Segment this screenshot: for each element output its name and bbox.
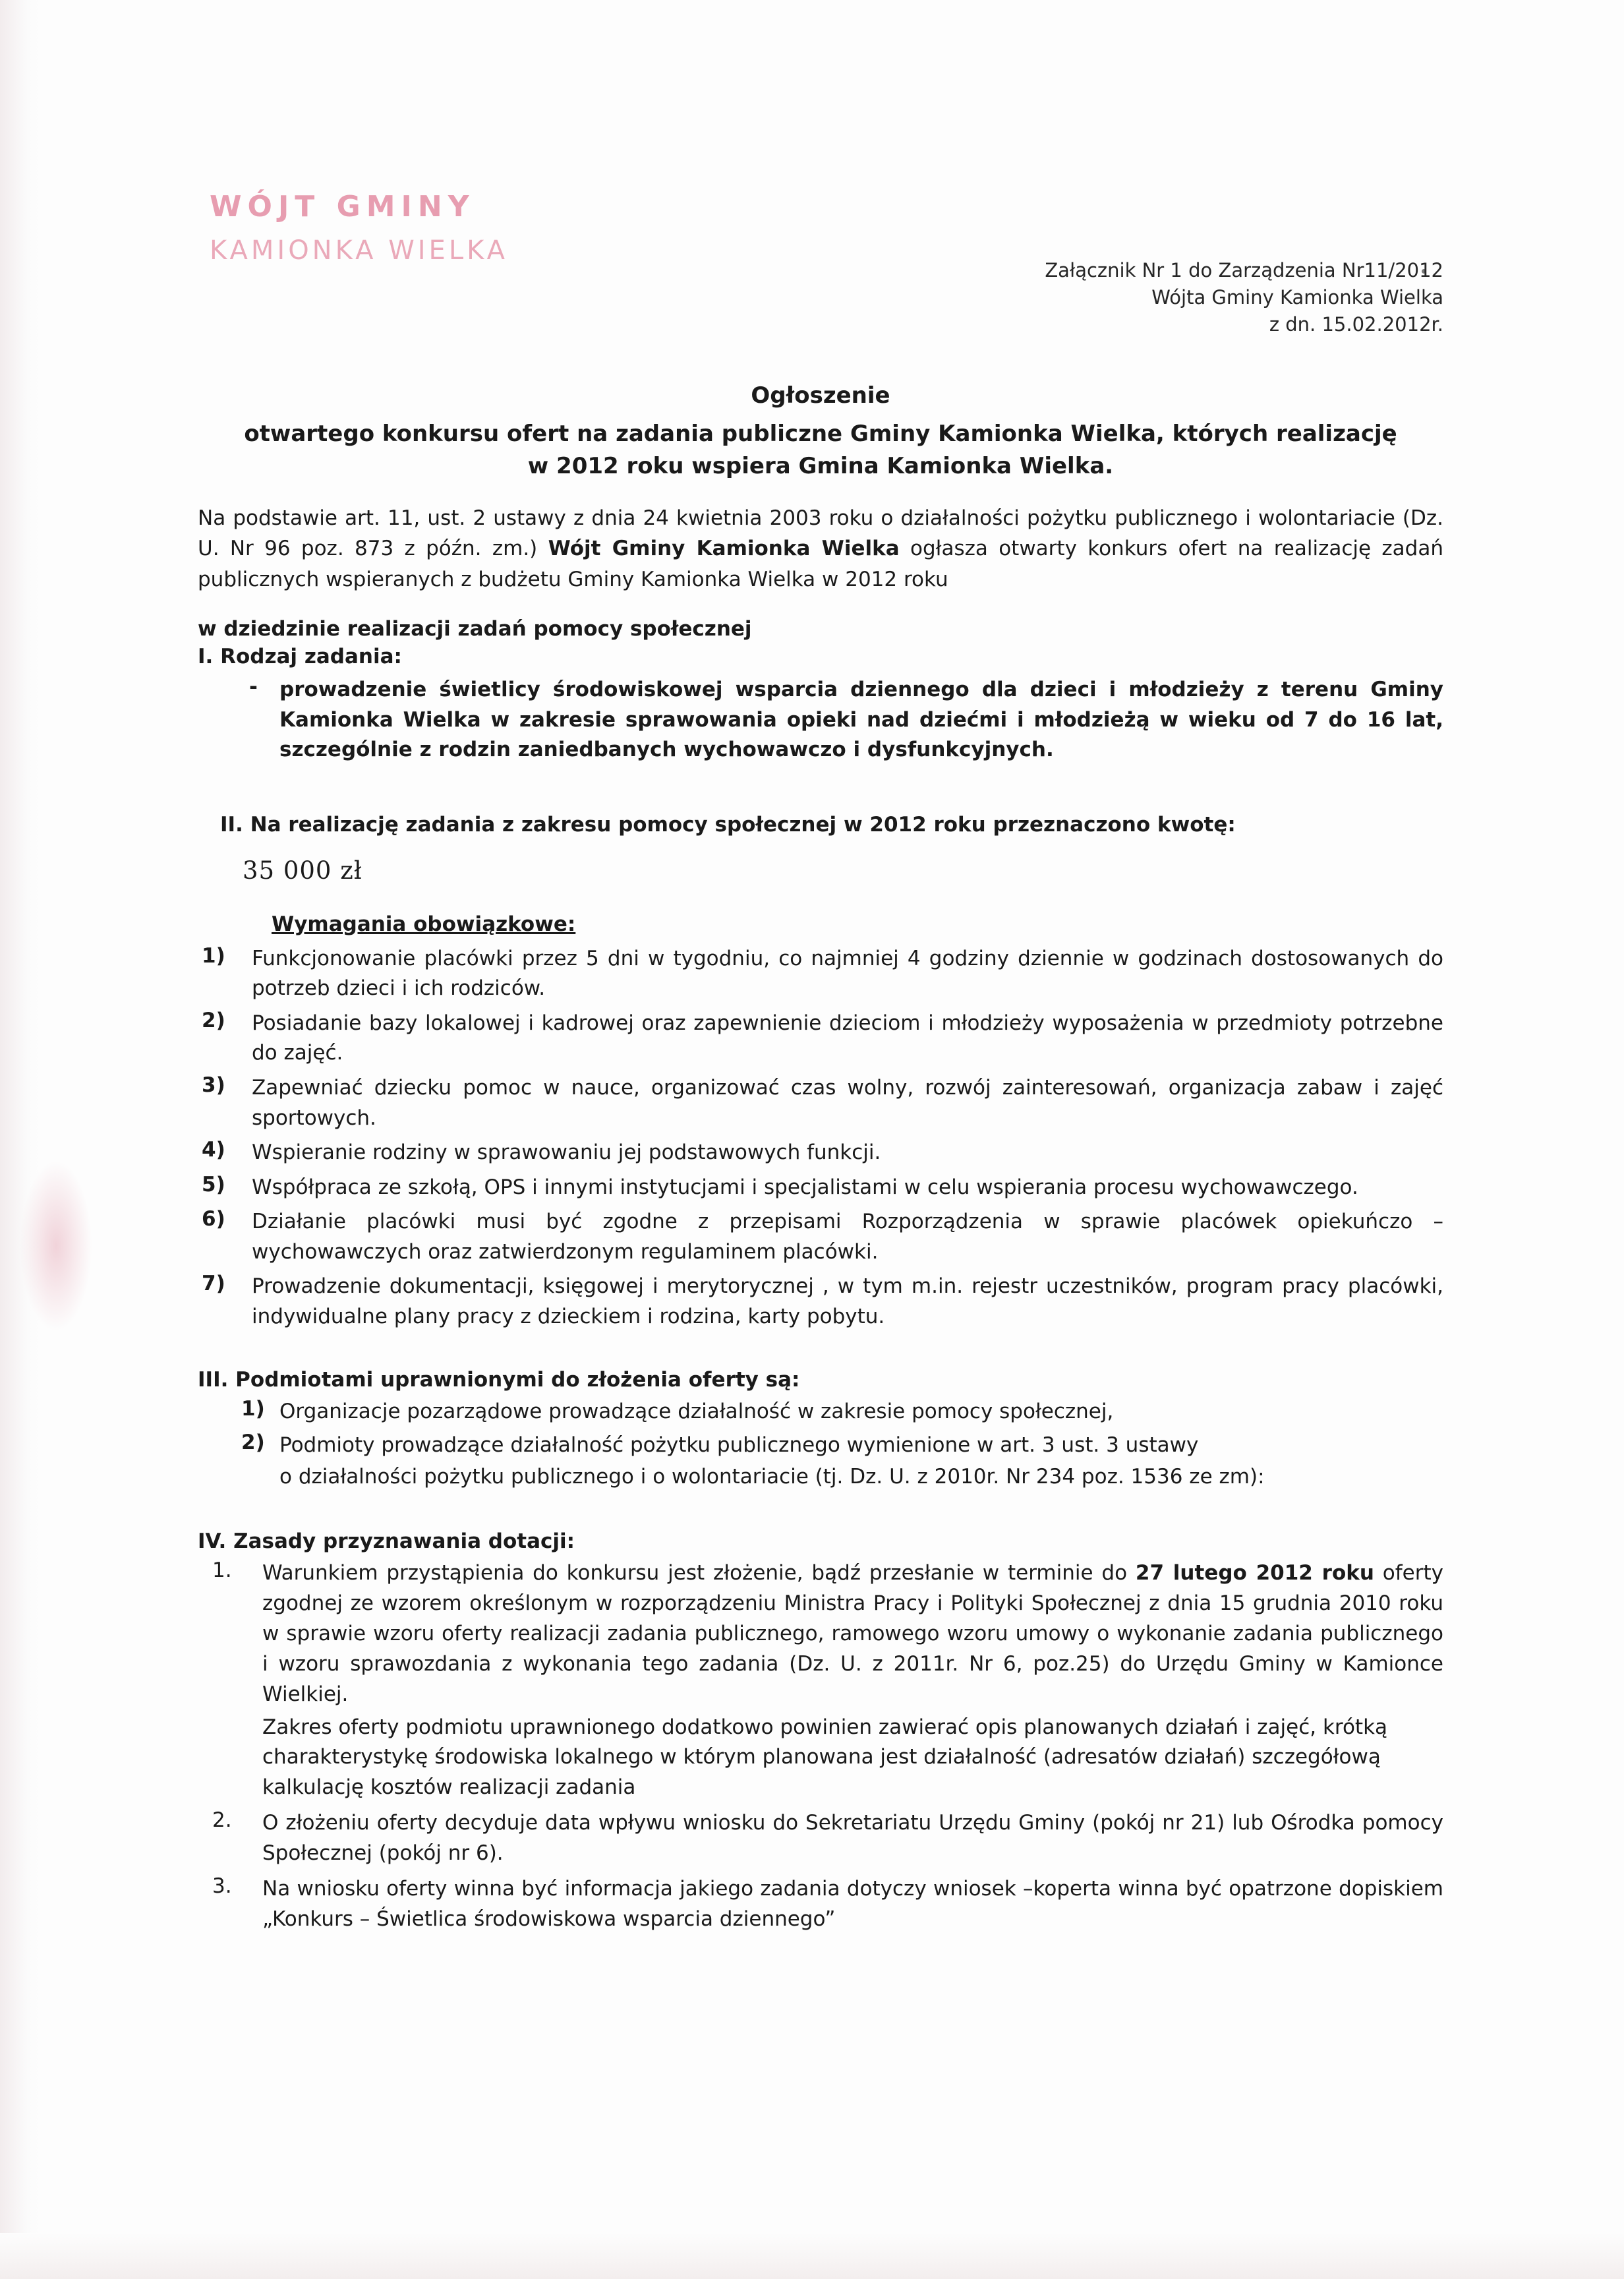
section-iv-list xyxy=(198,1558,1443,1935)
list-marker: 4) xyxy=(202,1138,225,1162)
list-item xyxy=(198,1272,1443,1332)
scan-smudge xyxy=(20,1160,92,1332)
list-marker: 7) xyxy=(202,1272,225,1296)
list-text: Współpraca ze szkołą, OPS i innymi instytucjami i specjalistami w celu wspierania procesu wychowawczego. xyxy=(252,1175,1358,1199)
section-iii-list xyxy=(198,1397,1443,1462)
list-marker: 1) xyxy=(241,1396,265,1421)
list-text: Na wniosku oferty winna być informacja jakiego zadania dotyczy wniosek –koperta winna być opatrzone dopiskiem „Konkurs – Świetlica środowiskowa wsparcia dziennego” xyxy=(262,1876,1443,1931)
list-marker: 5) xyxy=(202,1172,225,1197)
list-text: Posiadanie bazy lokalowej i kadrowej oraz zapewnienie dzieciom i młodzieży wyposażenia w przedmioty potrzebne do zajęć. xyxy=(252,1011,1443,1065)
item-text-bold: 27 lutego 2012 roku xyxy=(1135,1561,1374,1585)
list-item xyxy=(241,1431,1443,1461)
list-text xyxy=(262,1558,1443,1803)
list-marker: 2) xyxy=(202,1008,225,1032)
intro-paragraph xyxy=(198,503,1443,595)
item-text-before: Warunkiem przystąpienia do konkursu jest złożenie, bądź przesłanie w terminie do xyxy=(262,1561,1136,1585)
requirements-list xyxy=(198,944,1443,1332)
item-continuation: Zakres oferty podmiotu uprawnionego dodatkowo powinien zawierać opis planowanych działań i zajęć, krótką charakterystykę środowiska lokalnego w którym planowana jest działalność (adresatów działań) szczegółową kalkulację kosztów realizacji zadania xyxy=(262,1715,1388,1800)
list-marker: 3. xyxy=(212,1874,232,1898)
stamp-line-2: KAMIONKA WIELKA xyxy=(210,235,509,266)
field-heading: w dziedzinie realizacji zadań pomocy społecznej xyxy=(198,617,752,641)
section-iii-heading: III. Podmiotami uprawnionymi do złożenia oferty są: xyxy=(198,1367,800,1392)
scan-edge-shading-left xyxy=(0,0,40,2279)
intro-part-1: Na podstawie art. 11, ust. 2 ustawy z dnia 24 kwietnia 2003 roku o działalności pożytku publicznego i wolontariacie (Dz. U. Nr 96 poz. 873 z późn. zm.) xyxy=(198,506,1443,561)
list-text: Organizacje pozarządowe prowadzące działalność w zakresie pomocy społecznej, xyxy=(279,1399,1114,1423)
list-text: Działanie placówki musi być zgodne z przepisami Rozporządzenia w sprawie placówek opiekuńczo – wychowawczych oraz zatwierdzonym regulaminem placówki. xyxy=(252,1210,1443,1264)
doc-ref-line-1: Załącznik Nr 1 do Zarządzenia Nr11/2012 xyxy=(1045,259,1443,281)
doc-ref-line-2: Wójta Gminy Kamionka Wielka xyxy=(1151,286,1443,309)
intro-bold-1: Wójt Gminy Kamionka Wielka xyxy=(548,537,900,561)
section-ii-amount: 35 000 zł xyxy=(243,856,362,885)
list-marker: 3) xyxy=(202,1073,225,1098)
doc-ref-line-3: z dn. 15.02.2012r. xyxy=(1269,313,1443,336)
dash-marker: - xyxy=(249,675,258,699)
list-item xyxy=(198,1874,1443,1935)
list-item xyxy=(198,1808,1443,1869)
intro-part-2: ogłasza otwarty konkurs ofert na realizację zadań publicznych wspieranych z budżetu Gminy Kamionka Wielka w 2012 roku xyxy=(198,537,1443,591)
page-subtitle: otwartego konkursu ofert na zadania publiczne Gminy Kamionka Wielka, których realizację w 2012 roku wspiera Gmina Kamionka Wielka. xyxy=(244,421,1397,480)
requirements-heading: Wymagania obowiązkowe: xyxy=(272,912,576,936)
list-text: O złożeniu oferty decyduje data wpływu wniosku do Sekretariatu Urzędu Gminy (pokój nr 21) lub Ośrodka pomocy Społecznej (pokój nr 6). xyxy=(262,1811,1443,1866)
list-text: Wspieranie rodziny w sprawowaniu jej podstawowych funkcji. xyxy=(252,1140,881,1165)
section-i-item-text: prowadzenie świetlicy środowiskowej wsparcia dziennego dla dzieci i młodzieży z terenu Gminy Kamionka Wielka w zakresie sprawowania opieki nad dziećmi i młodzieżą w wieku od 7 do 16 lat, szczególnie z rodzin zaniedbanych wychowawczo i dysfunkcyjnych. xyxy=(279,678,1443,762)
title-block xyxy=(198,382,1443,483)
list-item xyxy=(198,944,1443,1004)
list-item xyxy=(198,1073,1443,1133)
list-marker: 2. xyxy=(212,1808,232,1833)
list-item xyxy=(198,1173,1443,1203)
list-text: Funkcjonowanie placówki przez 5 dni w tygodniu, co najmniej 4 godziny dziennie w godzinach dostosowanych do potrzeb dzieci i ich rodziców. xyxy=(252,946,1443,1001)
list-marker: 1) xyxy=(202,943,225,968)
section-i-heading: I. Rodzaj zadania: xyxy=(198,645,402,669)
section-i-item xyxy=(198,675,1443,765)
page-title: Ogłoszenie xyxy=(751,382,890,409)
section-iv-heading: IV. Zasady przyznawania dotacji: xyxy=(198,1529,575,1554)
list-item xyxy=(198,1138,1443,1168)
scan-edge-shading-bottom xyxy=(0,2233,1624,2279)
list-item xyxy=(198,1558,1443,1803)
list-marker: 6) xyxy=(202,1207,225,1231)
list-item xyxy=(198,1009,1443,1069)
list-text: Zapewniać dziecku pomoc w nauce, organizować czas wolny, rozwój zainteresowań, organizacja zabaw i zajęć sportowych. xyxy=(252,1076,1443,1130)
list-item xyxy=(241,1397,1443,1427)
document-reference xyxy=(942,257,1443,339)
item-text-after: oferty zgodnej ze wzorem określonym w rozporządzeniu Ministra Pracy i Polityki Społecznej z dnia 15 grudnia 2010 roku w sprawie wzoru oferty realizacji zadania publicznego, ramowego wzoru umowy o wykonanie zadania publicznego i wzoru sprawozdania z wykonania tego zadania (Dz. U. z 2011r. Nr 6, poz.25) do Urzędu Gminy w Kamionce Wielkiej. xyxy=(262,1561,1443,1706)
list-marker: 2) xyxy=(241,1431,265,1455)
list-text: Podmioty prowadzące działalność pożytku publicznego wymienione w art. 3 ust. 3 ustawy xyxy=(279,1433,1199,1458)
document-content xyxy=(198,185,1443,1935)
section-iii-continuation: o działalności pożytku publicznego i o wolontariacie (tj. Dz. U. z 2010r. Nr 234 poz. 1536 ze zm): xyxy=(279,1465,1265,1489)
list-marker: 1. xyxy=(212,1558,232,1583)
list-text: Prowadzenie dokumentacji, księgowej i merytorycznej , w tym m.in. rejestr uczestników, program pracy placówki, indywidualne plany pracy z dzieckiem i rodzina, karty pobytu. xyxy=(252,1274,1443,1328)
stamp-line-1: WÓJT GMINY xyxy=(210,190,475,223)
section-ii-heading: II. Na realizację zadania z zakresu pomocy społecznej w 2012 roku przeznaczono kwotę: xyxy=(220,812,1236,837)
list-item xyxy=(198,1207,1443,1267)
